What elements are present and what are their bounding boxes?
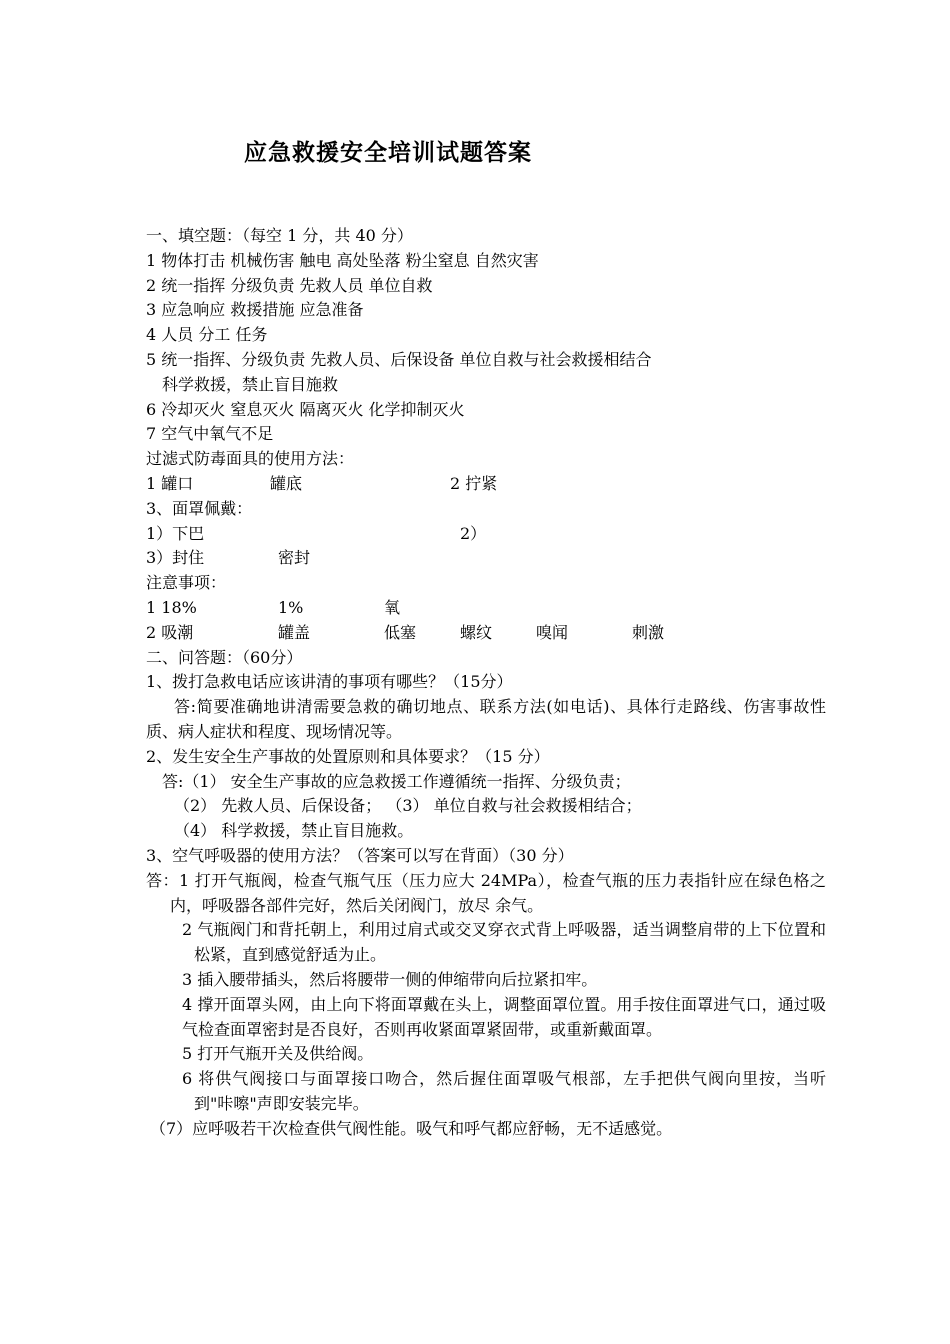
notes-answer-2c: 低塞 <box>384 622 417 642</box>
mask-answer-1: 1）下巴 <box>146 523 205 543</box>
answer-2-line-1: 答:（1） 安全生产事故的应急救援工作遵循统一指挥、分级负责； <box>162 771 631 791</box>
answer-3-step-3: 3 插入腰带插头，然后将腰带一侧的伸缩带向后拉紧扣牢。 <box>182 969 598 989</box>
filter-answer-1a: 1 罐口 <box>146 473 194 493</box>
answer-line-5b: 科学救援，禁止盲目施救 <box>162 374 339 394</box>
notes-answer-2d: 螺纹 <box>460 622 493 642</box>
document-body <box>146 224 826 1141</box>
filter-mask-heading: 过滤式防毒面具的使用方法： <box>146 449 355 469</box>
mask-answer-2: 2） <box>460 523 487 543</box>
notes-answer-1b: 1% <box>278 597 304 617</box>
answer-line-1: 1 物体打击 机械伤害 触电 高处坠落 粉尘窒息 自然灾害 <box>146 250 539 270</box>
answer-3-step-7: （7）应呼吸若干次检查供气阀性能。吸气和呼气都应舒畅，无不适感觉。 <box>150 1118 673 1138</box>
notes-line-2 <box>146 621 826 646</box>
mask-wearing-heading: 3、面罩佩戴： <box>146 498 253 518</box>
answer-1: 答:简要准确地讲清需要急救的确切地点、联系方法(如电话)、具体行走路线、伤害事故性质、病人症状和程度、现场情况等。 <box>146 697 826 741</box>
answer-line-7: 7 空气中氧气不足 <box>146 424 274 444</box>
question-2: 2、发生安全生产事故的处置原则和具体要求？（15 分） <box>146 746 550 766</box>
notes-answer-1a: 1 18% <box>146 597 197 617</box>
notes-answer-1c: 氧 <box>384 597 401 617</box>
answer-3-step-2: 2 气瓶阀门和背托朝上，利用过肩式或交叉穿衣式背上呼吸器，适当调整肩带的上下位置和松紧，直到感觉舒适为止。 <box>182 920 826 965</box>
section2-heading: 二、问答题：（60分） <box>146 647 303 667</box>
answer-line-3: 3 应急响应 救援措施 应急准备 <box>146 300 364 320</box>
notes-answer-2e: 嗅闻 <box>536 622 569 642</box>
mask-line-3 <box>146 546 826 571</box>
answer-3-step-4: 4 撑开面罩头网，由上向下将面罩戴在头上，调整面罩位置。用手按住面罩进气口，通过吸气检查面罩密封是否良好，否则再收紧面罩紧固带，或重新戴面罩。 <box>182 994 826 1039</box>
filter-answer-1b: 罐底 <box>270 473 303 493</box>
filter-mask-line <box>146 472 826 497</box>
notes-answer-2f: 刺激 <box>632 622 665 642</box>
question-3: 3、空气呼吸器的使用方法？（答案可以写在背面）（30 分） <box>146 845 574 865</box>
filter-answer-1c: 2 拧紧 <box>450 473 498 493</box>
answer-3-step-5: 5 打开气瓶开关及供给阀。 <box>182 1044 374 1064</box>
answer-2-line-3: （4） 科学救援，禁止盲目施救。 <box>174 821 414 841</box>
notes-answer-2a: 2 吸潮 <box>146 622 194 642</box>
answer-line-5a: 5 统一指挥、分级负责 先救人员、后保设备 单位自救与社会救援相结合 <box>146 349 652 369</box>
answer-line-6: 6 冷却灭火 窒息灭火 隔离灭火 化学抑制灭火 <box>146 399 465 419</box>
answer-3-step-6: 6 将供气阀接口与面罩接口吻合，然后握住面罩吸气根部，左手把供气阀向里按，当听到"咔嚓"声即安装完毕。 <box>182 1069 826 1113</box>
notes-answer-2b: 罐盖 <box>278 622 311 642</box>
answer-3-step-1: 答：1 打开气瓶阀，检查气瓶气压（压力应大 24MPa），检查气瓶的压力表指针应在绿色格之内，呼吸器各部件完好，然后关闭阀门，放尽 余气。 <box>146 870 826 915</box>
notes-line-1 <box>146 596 826 621</box>
notes-heading: 注意事项： <box>146 573 227 593</box>
answer-2-line-2: （2） 先救人员、后保设备； （3） 单位自救与社会救援相结合； <box>174 796 642 816</box>
mask-line-1 <box>146 522 826 547</box>
question-1: 1、拨打急救电话应该讲清的事项有哪些？（15分） <box>146 672 513 692</box>
mask-answer-3a: 3）封住 <box>146 548 205 568</box>
document-title: 应急救援安全培训试题答案 <box>244 139 532 166</box>
answer-line-4: 4 人员 分工 任务 <box>146 325 268 345</box>
answer-line-2: 2 统一指挥 分级负责 先救人员 单位自救 <box>146 275 433 295</box>
mask-answer-3b: 密封 <box>278 548 311 568</box>
section1-heading: 一、填空题：（每空 1 分，共 40 分） <box>146 226 413 245</box>
